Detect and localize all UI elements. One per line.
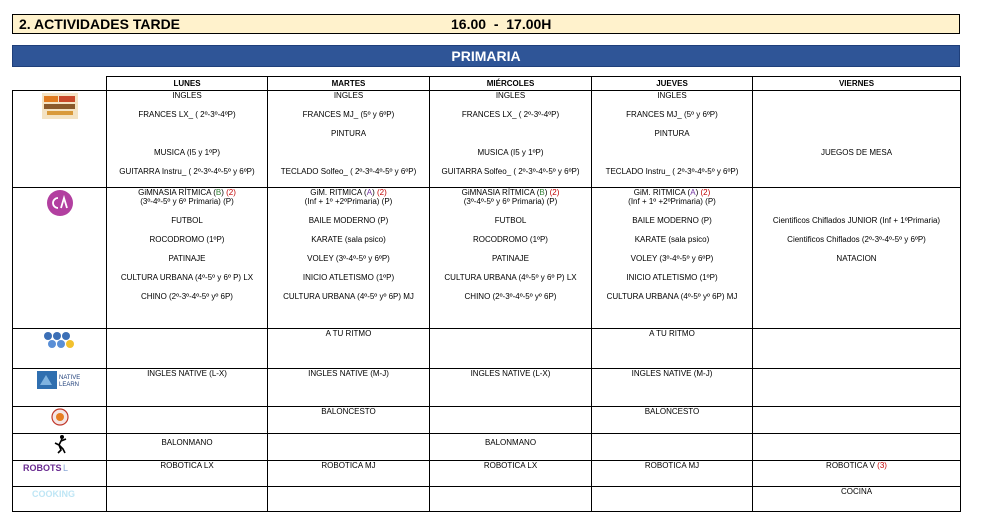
cell-lunes: ROBOTICA LX xyxy=(107,460,268,486)
cell-jueves: ROBOTICA MJ xyxy=(592,460,753,486)
cell-miercoles: ROBOTICA LX xyxy=(430,460,592,486)
day-header-miercoles: MIÉRCOLES xyxy=(430,77,592,91)
cell-jueves xyxy=(592,91,753,188)
cell-martes xyxy=(268,486,430,511)
activity: KARATE (sala psico) xyxy=(311,235,386,245)
day-header-viernes: VIERNES xyxy=(753,77,961,91)
cell-jueves xyxy=(592,486,753,511)
cell-jueves xyxy=(592,187,753,328)
cell-lunes: INGLES NATIVE (L-X) xyxy=(107,368,268,406)
activity: CULTURA URBANA (4º-5º y 6º P) LX xyxy=(120,273,254,283)
basketball-club-logo xyxy=(48,407,72,427)
section-title: 2. ACTIVIDADES TARDE xyxy=(19,16,181,32)
level-banner: PRIMARIA xyxy=(12,45,960,67)
a-tu-ritmo-logo xyxy=(40,329,80,351)
cell-viernes xyxy=(753,368,961,406)
activity: (3º-4º-5º y 6º Primaria) (P) xyxy=(140,197,234,207)
handball-player-logo xyxy=(51,434,69,454)
cooking-logo xyxy=(28,487,92,499)
cell-miercoles: INGLES NATIVE (L-X) xyxy=(430,368,592,406)
day-header-martes: MARTES xyxy=(268,77,430,91)
activity: NATACION xyxy=(836,254,877,264)
activity: VOLEY (3º-4º-5º y 6ºP) xyxy=(630,254,714,264)
cell-martes: BALONCESTO xyxy=(268,407,430,434)
cell-viernes xyxy=(753,460,961,486)
cell-viernes xyxy=(753,434,961,460)
activity: INGLES xyxy=(657,91,687,101)
svg-text:LEARN: LEARN xyxy=(58,381,79,388)
cell-viernes: COCINA xyxy=(753,486,961,511)
schedule-table xyxy=(12,76,961,512)
cell-lunes xyxy=(107,187,268,328)
idea-cultural-logo xyxy=(41,91,79,121)
cell-jueves: BALONCESTO xyxy=(592,407,753,434)
cell-martes xyxy=(268,434,430,460)
activity: FUTBOL xyxy=(494,216,527,226)
gymnastics-activity: GiM. RITMICA (A) (2) xyxy=(633,187,711,197)
robots-logo xyxy=(21,461,99,473)
activity: BAILE MODERNO (P) xyxy=(308,216,389,226)
gymnastics-activity: GiMNASIA RÍTMICA (B) (2) xyxy=(138,187,236,197)
activity: CULTURA URBANA (4º-5º yº 6P) MJ xyxy=(283,292,414,302)
cell-martes: ROBOTICA MJ xyxy=(268,460,430,486)
activity: MUSICA (I5 y 1ºP) xyxy=(153,148,221,158)
time-range: 16.00 - 17.00H xyxy=(451,16,552,32)
activity: JUEGOS DE MESA xyxy=(820,148,893,158)
activity: TECLADO Solfeo_ ( 2º-3º-4º-5º y 6ºP) xyxy=(280,167,417,177)
gymnastics-activity: GiMNASIA RÍTMICA (B) (2) xyxy=(461,187,560,197)
svg-text:L: L xyxy=(62,462,68,473)
activity: INGLES xyxy=(333,91,364,101)
cell-miercoles xyxy=(430,434,592,460)
cell-martes: A TU RITMO xyxy=(268,328,430,368)
cell-viernes xyxy=(753,328,961,368)
provider-cell xyxy=(13,368,107,406)
svg-text:NATIVE: NATIVE xyxy=(58,374,80,381)
cell-martes xyxy=(268,91,430,188)
activity: Cientificos Chiflados JUNIOR (Inf + 1ºPrimaria) xyxy=(772,216,941,226)
activity: PINTURA xyxy=(330,129,367,139)
activity: ROCODROMO (1ºP) xyxy=(473,235,548,245)
cell-miercoles xyxy=(430,328,592,368)
cell-miercoles xyxy=(430,187,592,328)
activity: (Inf + 1º +2ºPrimaria) (P) xyxy=(628,197,716,207)
activity: PATINAJE xyxy=(168,254,206,264)
activity-row-robotica xyxy=(13,460,961,486)
cell-miercoles xyxy=(430,407,592,434)
activity: GUITARRA Instru_ ( 2º-3º-4º-5º y 6ºP) xyxy=(119,167,255,177)
cell-miercoles xyxy=(430,91,592,188)
activity: MUSICA (I5 y 1ºP) xyxy=(477,148,544,158)
activity-row-a-tu-ritmo xyxy=(13,328,961,368)
activity: BALONMANO xyxy=(161,438,213,448)
activity: ROBOTICA V xyxy=(826,460,878,470)
activity: INICIO ATLETISMO (1ºP) xyxy=(302,273,395,283)
activity-row-baloncesto xyxy=(13,407,961,434)
activity-row-idea-cultural xyxy=(13,91,961,188)
activity: TECLADO Instru_ ( 2º-3º-4º-5º y 6ºP) xyxy=(605,167,739,177)
provider-cell xyxy=(13,187,107,328)
svg-text:COOKING: COOKING xyxy=(31,488,75,499)
activity: PATINAJE xyxy=(491,254,530,264)
activity: CULTURA URBANA (4º-5º y 6º P) LX xyxy=(444,273,577,283)
activity: ROCODROMO (1ºP) xyxy=(149,235,225,245)
cell-martes xyxy=(268,187,430,328)
provider-cell xyxy=(13,91,107,188)
corner-cell xyxy=(13,77,107,91)
cell-miercoles xyxy=(430,486,592,511)
ca-logo xyxy=(45,188,75,218)
cell-jueves xyxy=(592,434,753,460)
activity: VOLEY (3º-4º-5º y 6ºP) xyxy=(307,254,390,264)
activity: FRANCES LX_ ( 2º-3º-4ºP) xyxy=(461,110,560,120)
day-header-lunes: LUNES xyxy=(107,77,268,91)
activity-row-balonmano xyxy=(13,434,961,460)
cell-viernes xyxy=(753,407,961,434)
title-bar xyxy=(12,14,960,34)
activity: FRANCES LX_ ( 2º-3º-4ºP) xyxy=(138,110,236,120)
activity: CHINO (2º-3º-4º-5º yº 6P) xyxy=(464,292,557,302)
activity: KARATE (sala psico) xyxy=(634,235,710,245)
activity: FUTBOL xyxy=(171,216,203,226)
cell-martes: INGLES NATIVE (M-J) xyxy=(268,368,430,406)
activity: PINTURA xyxy=(654,129,690,139)
cell-lunes xyxy=(107,486,268,511)
activity: INICIO ATLETISMO (1ºP) xyxy=(626,273,718,283)
cell-viernes xyxy=(753,91,961,188)
footnote-mark: (3) xyxy=(877,460,887,470)
cell-lunes xyxy=(107,434,268,460)
provider-cell xyxy=(13,328,107,368)
activity: Cientificos Chiflados (2º-3º-4º-5º y 6ºP) xyxy=(787,235,926,245)
activity: (Inf + 1º +2ºPrimaria) (P) xyxy=(304,197,393,207)
activity: BAILE MODERNO (P) xyxy=(632,216,712,226)
cell-lunes xyxy=(107,91,268,188)
provider-cell xyxy=(13,460,107,486)
provider-cell xyxy=(13,407,107,434)
cell-lunes xyxy=(107,407,268,434)
activity-row-cocina xyxy=(13,486,961,511)
activity: GUITARRA Solfeo_ ( 2º-3º-4º-5º y 6ºP) xyxy=(441,167,580,177)
activity: CULTURA URBANA (4º-5º yº 6P) MJ xyxy=(606,292,738,302)
activity-row-native-learn xyxy=(13,368,961,406)
activity-row-ca xyxy=(13,187,961,328)
activity: INGLES xyxy=(172,91,202,101)
cell-viernes xyxy=(753,187,961,328)
svg-text:ROBOTS: ROBOTS xyxy=(22,462,62,473)
native-learn-logo xyxy=(36,369,84,391)
cell-lunes xyxy=(107,328,268,368)
activity: (3º-4º-5º y 6º Primaria) (P) xyxy=(463,197,558,207)
activity: FRANCES MJ_ (5º y 6ºP) xyxy=(626,110,718,120)
activity: CHINO (2º-3º-4º-5º yº 6P) xyxy=(141,292,233,302)
gymnastics-activity: GiM. RITMICA (A) (2) xyxy=(310,187,387,197)
cell-jueves: A TU RITMO xyxy=(592,328,753,368)
provider-cell xyxy=(13,486,107,511)
activity: BALONMANO xyxy=(484,438,537,448)
activity: INGLES xyxy=(495,91,526,101)
activity: FRANCES MJ_ (5º y 6ºP) xyxy=(302,110,395,120)
provider-cell xyxy=(13,434,107,460)
cell-jueves: INGLES NATIVE (M-J) xyxy=(592,368,753,406)
day-header-jueves: JUEVES xyxy=(592,77,753,91)
